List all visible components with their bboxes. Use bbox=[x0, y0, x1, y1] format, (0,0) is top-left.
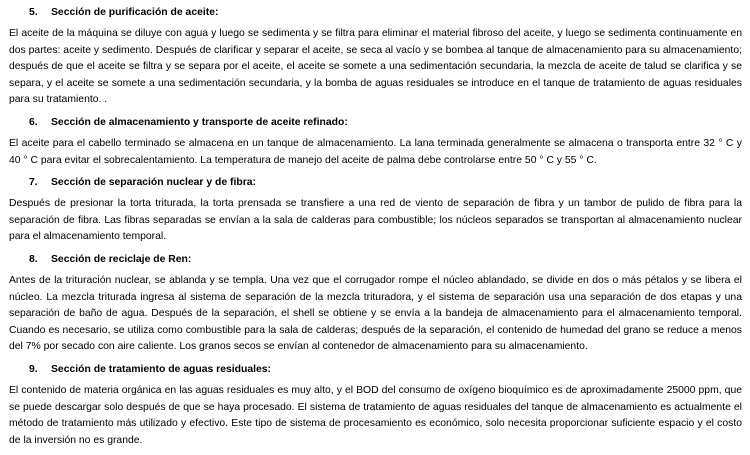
section-paragraph: El aceite para el cabello terminado se almacena en un tanque de almacenamiento. La lana terminada generalmente se almacena o transporta entre 32 ° C y 40 ° C para evitar el sobrecalentamiento. La temperatura de manejo del aceite de palma debe controlarse entre 50 ° C y 55 ° C. bbox=[9, 137, 742, 166]
section-heading bbox=[29, 176, 742, 190]
section-paragraph: Antes de la trituración nuclear, se ablanda y se templa. Una vez que el corrugador rompe el núcleo ablandado, se divide en dos o más pétalos y se libera el núcleo. La mezcla triturada ingresa al sistema de separación de la mezcla trituradora, y el sistema de separación usa una separación de dos etapas y una separación de baño de agua. Después de la separación, el shell se obtiene y se envía a la bandeja de almacenamiento para el almacenamiento temporal. Cuando es necesario, se utiliza como combustible para la sala de calderas; después de la separación, el contenido de humedad del grano se reduce a menos del 7% por secado con aire caliente. Los granos secos se envían al contenedor de almacenamiento para su almacenamiento. bbox=[9, 274, 742, 353]
section-heading bbox=[29, 363, 742, 377]
section-paragraph: El aceite de la máquina se diluye con agua y luego se sedimenta y se filtra para eliminar el material fibroso del aceite, y luego se sedimenta continuamente en dos partes: aceite y sedimento. Después de clarificar y separar el aceite, se seca al vacío y se bombea al tanque de almacenamiento para su almacenamiento; después de que el aceite se filtra y se separa por el aceite, el aceite se somete a una sedimentación secundaria, la mezcla de aceite de talud se clarifica y se separa, y el aceite se somete a una sedimentación secundaria, y la bomba de aguas residuales se introduce en el tanque de tratamiento de aguas residuales para su tratamiento. . bbox=[9, 28, 742, 106]
section-7 bbox=[9, 176, 742, 246]
section-title: Sección de separación nuclear y de fibra: bbox=[51, 177, 257, 189]
section-number: 9. bbox=[29, 363, 38, 375]
section-title: Sección de tratamiento de aguas residuales: bbox=[51, 363, 272, 375]
section-title: Sección de purificación de aceite: bbox=[51, 7, 219, 18]
section-8 bbox=[9, 253, 742, 356]
section-9 bbox=[9, 363, 742, 449]
section-paragraph: Después de presionar la torta triturada, la torta prensada se transfiere a una red de viento de separación de fibra y un tambor de pulido de fibra para la separación de fibra. Las fibras separadas se envían a la sala de calderas para combustible; los núcleos separados se transportan al almacenamiento nuclear para el almacenamiento temporal. bbox=[9, 198, 742, 243]
section-number: 7. bbox=[29, 177, 38, 189]
section-number: 5. bbox=[29, 7, 38, 18]
section-heading bbox=[29, 116, 742, 130]
section-title: Sección de almacenamiento y transporte de aceite refinado: bbox=[51, 116, 348, 128]
section-number: 8. bbox=[29, 253, 38, 265]
section-paragraph: El contenido de materia orgánica en las aguas residuales es muy alto, y el BOD del consumo de oxígeno bioquímico es de aproximadamente 25000 ppm, que se puede descargar solo después de que se haya procesado. El sistema de tratamiento de aguas residuales del tanque de almacenamiento es actualmente el método de tratamiento más utilizado y efectivo. Este tipo de sistema de procesamiento es económico, solo necesita proporcionar suficiente espacio y el costo de la inversión no es grande. bbox=[9, 384, 742, 446]
section-6 bbox=[9, 116, 742, 169]
section-heading bbox=[29, 253, 742, 267]
section-5 bbox=[9, 6, 742, 109]
section-heading bbox=[29, 6, 742, 20]
section-number: 6. bbox=[29, 116, 38, 128]
section-title: Sección de reciclaje de Ren: bbox=[51, 253, 192, 265]
